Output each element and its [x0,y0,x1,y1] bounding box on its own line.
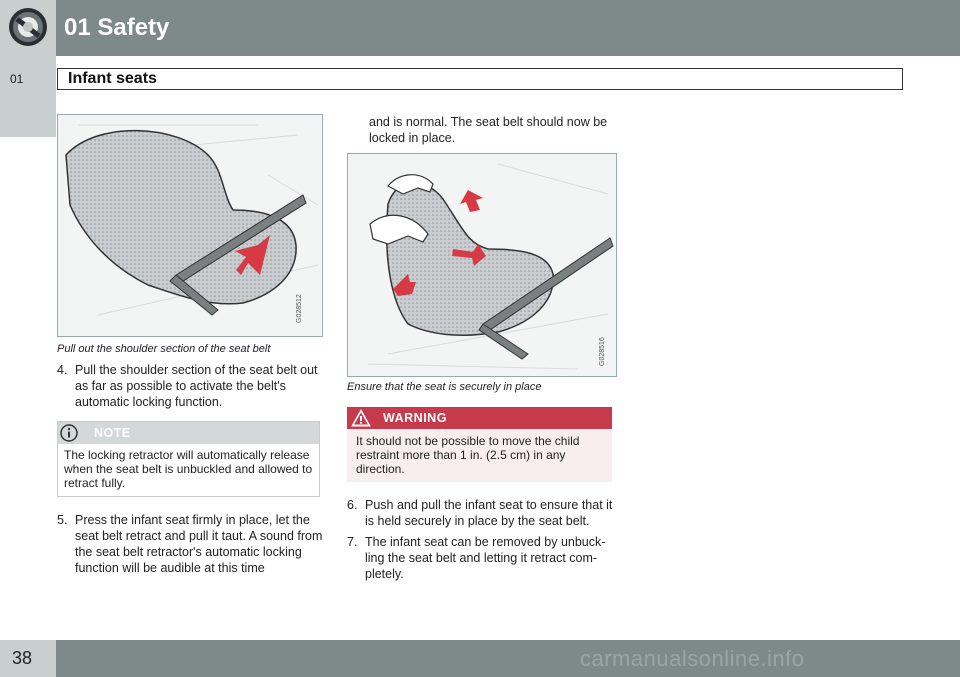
infant-seat-illustration [58,115,323,337]
watermark-text: carmanualsonline.info [580,646,805,671]
warning-header [347,407,612,429]
step-5 [57,512,323,576]
step-7-text: The infant seat can be removed by unbuck-ling the seat belt and letting it retract com-pletely. [365,535,606,581]
figure1-caption: Pull out the shoulder section of the seat belt [57,343,271,355]
info-icon [60,424,78,442]
section-title-bar [57,68,903,90]
footer-bar [0,640,960,677]
warning-title: WARNING [383,411,447,425]
step-6 [347,497,617,529]
step-4 [57,362,323,410]
side-tab [0,56,56,137]
figure1-code: G028512 [296,294,303,323]
note-title: NOTE [94,426,131,440]
step-7-number: 7. [347,535,358,549]
chapter-title: 01 Safety [64,14,170,41]
note-body: The locking retractor will automatically release when the seat belt is unbuckled and allowed to retract fully. [64,448,313,490]
volvo-logo-icon [7,6,49,48]
warning-box [347,407,612,482]
arrow-up-icon [460,190,483,212]
page-number: 38 [12,648,33,668]
logo-box [0,0,56,56]
step-5-continuation: and is normal. The seat belt should now be locked in place. [369,115,608,145]
infant-seat-hands-illustration [348,154,617,377]
note-header [58,422,319,444]
figure-seat-belt-pull [57,114,323,337]
step-4-text: Pull the shoulder section of the seat belt out as far as possible to activate the belt's automatic locking function. [75,363,318,409]
step-4-number: 4. [57,363,68,377]
step-6-text: Push and pull the infant seat to ensure that it is held securely in place by the seat belt. [365,498,613,528]
step-5-number: 5. [57,513,68,527]
figure2-code: G028516 [599,337,606,366]
step-7 [347,534,617,582]
side-tab-label: 01 [10,72,24,86]
figure-seat-secure [347,153,617,377]
step-6-number: 6. [347,498,358,512]
warning-body: It should not be possible to move the child restraint more than 1 in. (2.5 cm) in any direction. [356,434,580,476]
section-title: Infant seats [68,70,157,87]
step-5-text: Press the infant seat firmly in place, let the seat belt retract and pull it taut. A sound from the seat belt retractor's automatic locking function will be audible at this time [75,513,323,575]
note-box [57,421,320,497]
warning-triangle-icon [351,409,371,427]
figure2-caption: Ensure that the seat is securely in place [347,381,542,393]
